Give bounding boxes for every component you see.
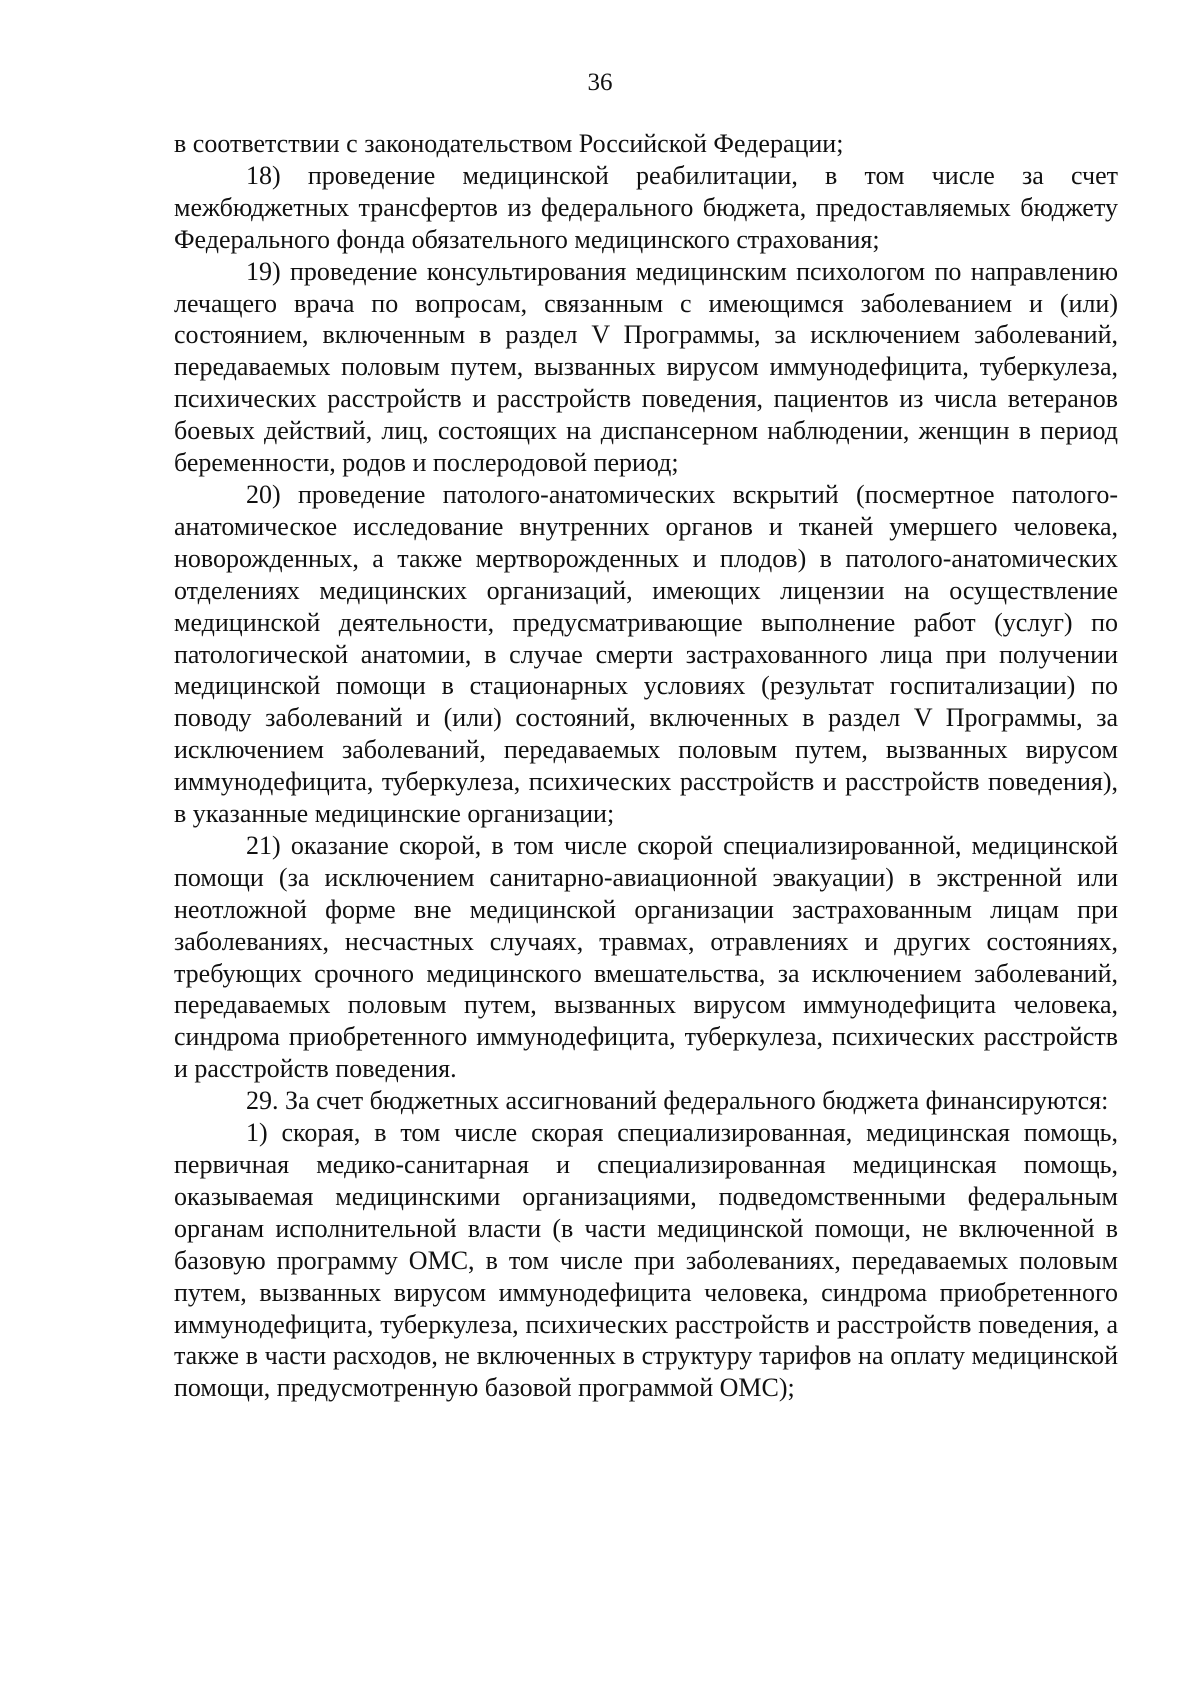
paragraph-continuation: в соответствии с законодательством Российской Федерации; <box>174 129 844 158</box>
paragraph-item-1: 1) скорая, в том числе скорая специализированная, медицинская помощь, первичная медико-санитарная и специализированная медицинская помощь, оказываемая медицинскими организациями, подведомственными федеральным органам исполнительной власти (в части медицинской помощи, не включенной в базовую программу ОМС, в том числе при заболеваниях, передаваемых половым путем, вызванных вирусом иммунодефицита человека, синдрома приобретенного иммунодефицита, туберкулеза, психических расстройств и расстройств поведения, а также в части расходов, не включенных в структуру тарифов на оплату медицинской помощи, предусмотренную базовой программой ОМС); <box>174 1118 1118 1403</box>
paragraph-item-18: 18) проведение медицинской реабилитации, в том числе за счет межбюджетных трансфертов из федерального бюджета, предоставляемых бюджету Федерального фонда обязательного медицинского страхования; <box>174 160 1118 254</box>
paragraph-item-19: 19) проведение консультирования медицинским психологом по направлению лечащего врача по вопросам, связанным с имеющимся заболеванием и (или) состоянием, включенным в раздел V Программы, за исключением заболеваний, передаваемых половым путем, вызванных вирусом иммунодефицита, туберкулеза, психических расстройств и расстройств поведения, пациентов из числа ветеранов боевых действий, лиц, состоящих на диспансерном наблюдении, женщин в период беременности, родов и послеродовой период; <box>174 256 1118 478</box>
document-body <box>174 128 1118 1404</box>
page-number: 36 <box>587 69 613 96</box>
paragraph-item-20: 20) проведение патолого-анатомических вскрытий (посмертное патолого-анатомическое исследование внутренних органов и тканей умершего человека, новорожденных, а также мертворожденных и плодов) в патолого-анатомических отделениях медицинских организаций, имеющих лицензии на осуществление медицинской деятельности, предусматривающие выполнение работ (услуг) по патологической анатомии, в случае смерти застрахованного лица при получении медицинской помощи в стационарных условиях (результат госпитализации) по поводу заболеваний и (или) состояний, включенных в раздел V Программы, за исключением заболеваний, передаваемых половым путем, вызванных вирусом иммунодефицита, туберкулеза, психических расстройств и расстройств поведения), в указанные медицинские организации; <box>174 479 1118 829</box>
paragraph-item-21: 21) оказание скорой, в том числе скорой специализированной, медицинской помощи (за исключением санитарно-авиационной эвакуации) в экстренной или неотложной форме вне медицинской организации застрахованным лицам при заболеваниях, несчастных случаях, травмах, отравлениях и других состояниях, требующих срочного медицинского вмешательства, за исключением заболеваний, передаваемых половым путем, вызванных вирусом иммунодефицита человека, синдрома приобретенного иммунодефицита, туберкулеза, психических расстройств и расстройств поведения. <box>174 830 1118 1084</box>
paragraph-section-29: 29. За счет бюджетных ассигнований федерального бюджета финансируются: <box>246 1086 1109 1116</box>
